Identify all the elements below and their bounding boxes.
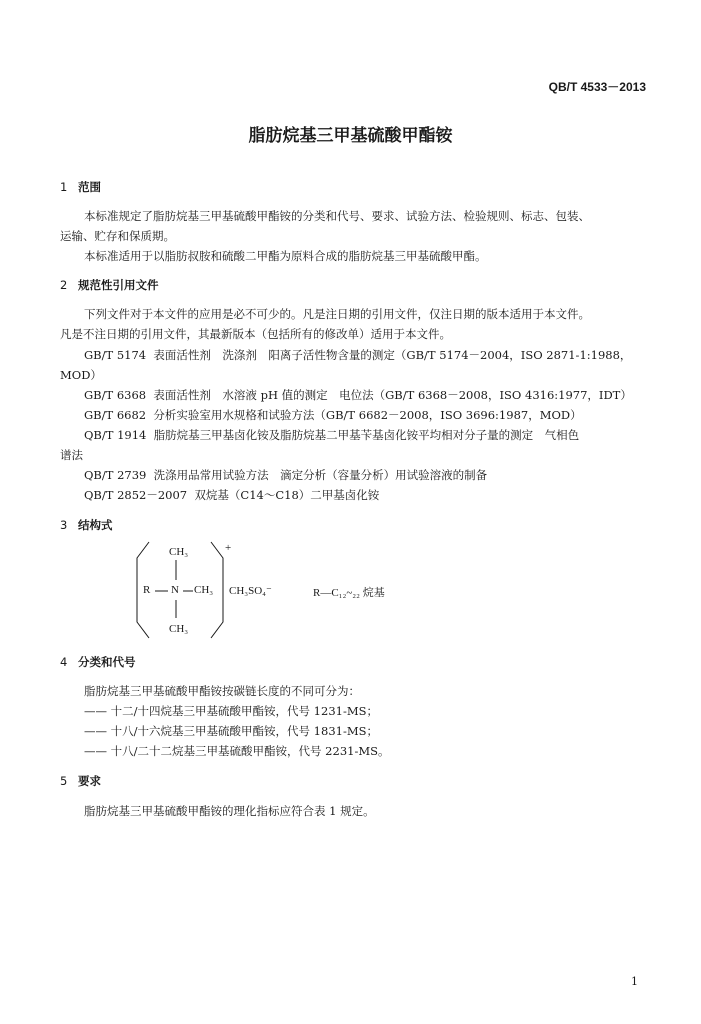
section-title: 要求 [78,774,101,788]
section-heading-structure [60,517,113,533]
scope-paragraph-line: 本标准适用于以脂肪叔胺和硫酸二甲酯为原料合成的脂肪烷基三甲基硫酸甲酯。 [84,249,487,263]
reference-continuation: MOD） [60,368,102,382]
reference-item [84,347,631,363]
document-title: 脂肪烷基三甲基硫酸甲酯铵 [248,126,453,146]
section-title: 分类和代号 [78,655,136,669]
section-title: 规范性引用文件 [78,278,159,292]
reference-code: QB/T 2739 [84,468,147,482]
section-heading-scope [60,179,101,195]
charge-sign: + [225,542,232,554]
reference-code: QB/T 1914 [84,428,147,442]
reference-item [84,487,379,503]
reference-title: 表面活性剂 水溶液 pH 值的测定 电位法（GB/T 6368－2008，ISO 4316:1977，IDT） [153,388,632,402]
reference-continuation: 谱法 [60,448,83,462]
r-definition: R—C₁₂~₂₂ 烷基 [313,587,385,599]
r-group: R [143,584,151,596]
reference-title: 表面活性剂 洗涤剂 阳离子活性物含量的测定（GB/T 5174－2004，ISO 2871-1:1988， [153,348,632,362]
classification-item: —— 十八/二十二烷基三甲基硫酸甲酯铵，代号 2231-MS。 [84,744,390,758]
reference-code: GB/T 5174 [84,348,147,362]
section-title: 结构式 [78,518,113,532]
section-number: 3 [60,518,68,532]
section-heading-requirements [60,773,101,789]
classification-item: —— 十八/十六烷基三甲基硫酸甲酯铵，代号 1831-MS； [84,724,378,738]
section-number: 1 [60,180,68,194]
methyl-right: CH₃ [194,584,214,596]
references-intro-line: 下列文件对于本文件的应用是必不可少的。凡是注日期的引用文件，仅注日期的版本适用于本文件。 [84,307,590,321]
reference-title: 脂肪烷基三甲基卤化铵及脂肪烷基二甲基苄基卤化铵平均相对分子量的测定 气相色 [153,428,580,442]
nitrogen: N [171,584,179,596]
methyl-bottom: CH₃ [169,623,189,635]
methyl-top: CH₃ [169,546,189,558]
references-intro-line: 凡是不注日期的引用文件，其最新版本（包括所有的修改单）适用于本文件。 [60,327,451,341]
reference-title: 双烷基（C14～C18）二甲基卤化铵 [194,488,380,502]
reference-item [84,387,632,403]
counter-anion: CH₃SO₄⁻ [229,585,272,597]
scope-paragraph-line: 运输、贮存和保质期。 [60,229,175,243]
section-number: 2 [60,278,68,292]
structural-formula [125,538,425,643]
page-number: 1 [631,975,638,988]
section-number: 4 [60,655,68,669]
reference-code: QB/T 2852－2007 [84,488,188,502]
scope-paragraph-line: 本标准规定了脂肪烷基三甲基硫酸甲酯铵的分类和代号、要求、试验方法、检验规则、标志、包装、 [84,209,590,223]
section-heading-references [60,277,159,293]
section-heading-classification [60,654,136,670]
classification-intro: 脂肪烷基三甲基硫酸甲酯铵按碳链长度的不同可分为： [84,684,360,698]
reference-code: GB/T 6682 [84,408,147,422]
standard-code: QB/T 4533－2013 [548,80,646,94]
reference-item [84,407,582,423]
requirements-text: 脂肪烷基三甲基硫酸甲酯铵的理化指标应符合表 1 规定。 [84,804,375,818]
reference-item [84,427,579,443]
section-number: 5 [60,774,68,788]
reference-title: 洗涤用品常用试验方法 滴定分析（容量分析）用试验溶液的制备 [153,468,488,482]
section-title: 范围 [78,180,101,194]
classification-item: —— 十二/十四烷基三甲基硫酸甲酯铵，代号 1231-MS； [84,704,378,718]
reference-item [84,467,487,483]
reference-title: 分析实验室用水规格和试验方法（GB/T 6682－2008，ISO 3696:1987，MOD） [153,408,582,422]
reference-code: GB/T 6368 [84,388,147,402]
